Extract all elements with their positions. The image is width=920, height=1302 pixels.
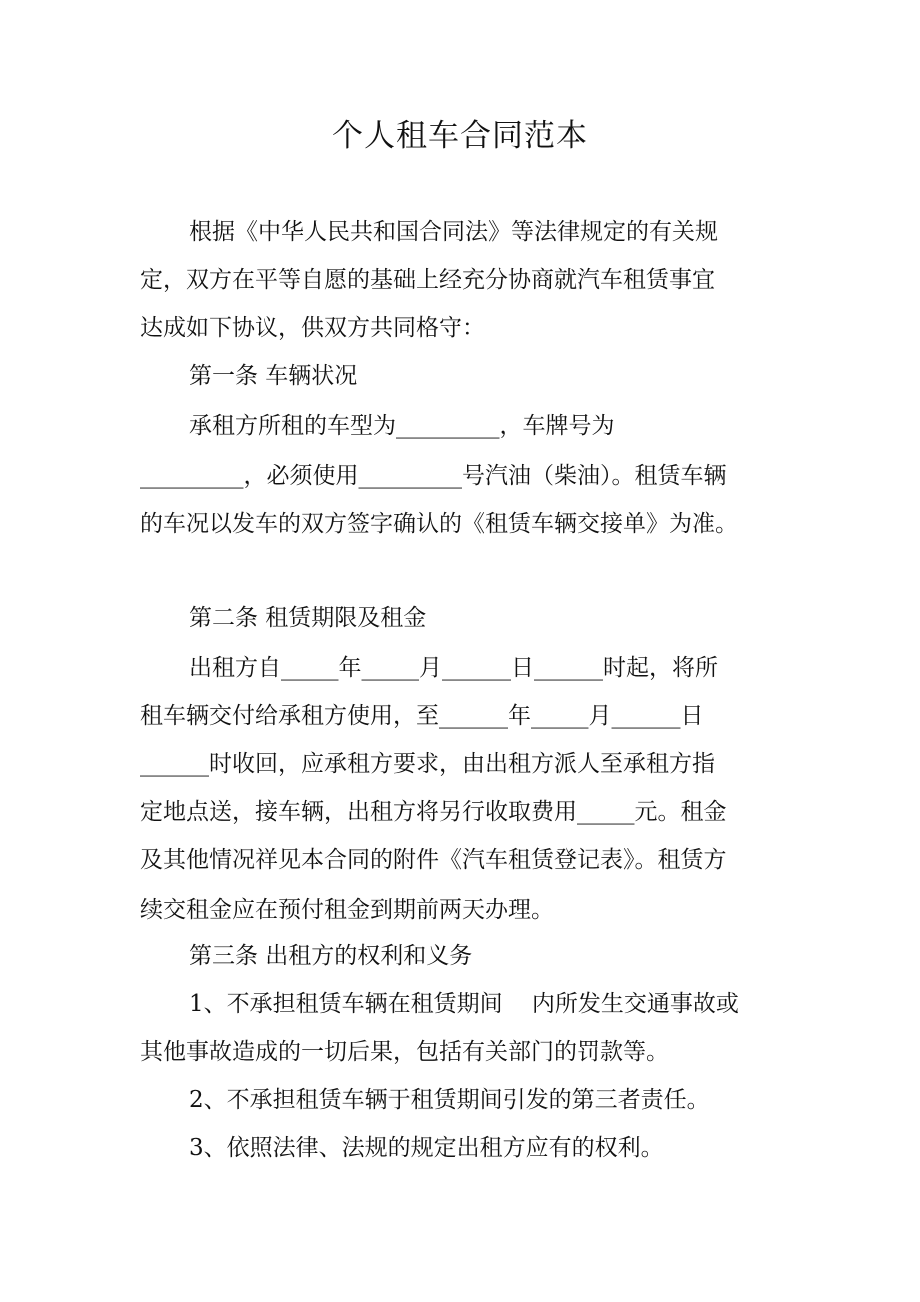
article-1-line-1: 承租方所租的车型为_________，车牌号为: [189, 413, 615, 439]
article-1-line-2: _________，必须使用_________号汽油（柴油）。租赁车辆: [140, 463, 727, 489]
preamble-line-1: 根据《中华人民共和国合同法》等法律规定的有关规: [189, 219, 718, 245]
article-2-heading: 第二条 租赁期限及租金: [189, 605, 427, 631]
preamble-line-3: 达成如下协议，供双方共同格守：: [140, 315, 485, 341]
article-2-line-4: 定地点送，接车辆，出租方将另行收取费用_____元。租金: [140, 799, 727, 825]
article-3-heading: 第三条 出租方的权利和义务: [189, 943, 473, 969]
article-1-heading: 第一条 车辆状况: [189, 363, 358, 389]
document-title: 个人租车合同范本: [332, 118, 588, 154]
article-3-item-1-line-1: 1、不承担租赁车辆在租赁期间 内所发生交通事故或: [189, 991, 739, 1017]
article-3-item-2: 2、不承担租赁车辆于租赁期间引发的第三者责任。: [189, 1087, 710, 1113]
article-3-item-3: 3、依照法律、法规的规定出租方应有的权利。: [189, 1135, 664, 1161]
article-1-line-3: 的车况以发车的双方签字确认的《租赁车辆交接单》为准。: [140, 511, 738, 537]
article-2-line-3: ______时收回，应承租方要求，由出租方派人至承租方指: [140, 751, 715, 777]
preamble-line-2: 定，双方在平等自愿的基础上经充分协商就汽车租赁事宜: [140, 267, 715, 293]
article-2-line-6: 续交租金应在预付租金到期前两天办理。: [140, 897, 554, 923]
article-2-line-1: 出租方自_____年_____月______日______时起，将所: [189, 655, 718, 681]
article-2-line-2: 租车辆交付给承租方使用，至______年_____月______日: [140, 703, 704, 729]
article-3-item-1-line-2: 其他事故造成的一切后果，包括有关部门的罚款等。: [140, 1039, 669, 1065]
article-2-line-5: 及其他情况祥见本合同的附件《汽车租赁登记表》。租赁方: [140, 847, 727, 873]
